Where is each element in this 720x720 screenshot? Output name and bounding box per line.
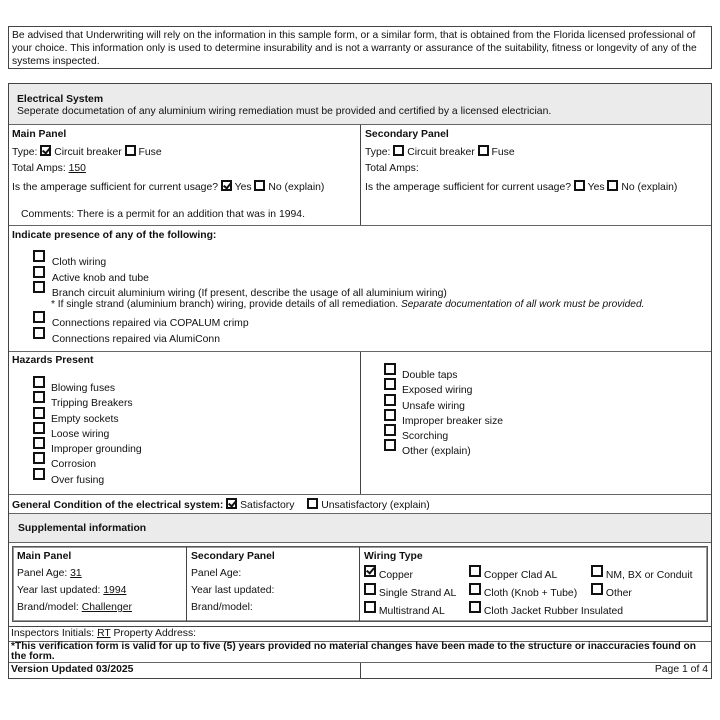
hazard-checkbox[interactable]: [33, 407, 45, 419]
page-number: Page 1 of 4: [654, 664, 708, 675]
main-panel-comments: Comments: There is a permit for an addition that was in 1994.: [21, 209, 305, 220]
hazard-label: Unsafe wiring: [402, 401, 465, 412]
wiring-checkbox[interactable]: [364, 565, 376, 577]
panel-age-row: [191, 568, 241, 579]
validity-note: *This verification form is valid for up to five (5) years provided no material changes have been made to the structure or inaccuracies found on the form.: [11, 641, 696, 662]
wiring-checkbox[interactable]: [591, 583, 603, 595]
hazards-section: [9, 352, 711, 495]
aluminium-note-italic: Separate documentation of all work must be provided.: [400, 299, 645, 310]
wiring-label: Copper: [378, 570, 413, 581]
hazard-item: [384, 394, 465, 412]
hazard-label: Other (explain): [402, 446, 471, 457]
version-text: Version Updated 03/2025: [11, 664, 134, 675]
panel-age-label: Panel Age:: [191, 568, 242, 579]
year-updated-value[interactable]: 1994: [103, 585, 127, 596]
wiring-checkbox[interactable]: [469, 583, 481, 595]
version-cell: [9, 663, 360, 678]
secondary-panel-type-row: [365, 145, 515, 158]
wiring-label: Cloth (Knob + Tube): [483, 588, 578, 599]
presence-item: [33, 266, 149, 284]
footer-row: [9, 663, 711, 678]
wiring-checkbox[interactable]: [364, 601, 376, 613]
secondary-panel-amperage-row: [365, 180, 677, 193]
hazard-label: Blowing fuses: [51, 383, 116, 394]
wiring-label: Other: [605, 588, 632, 599]
main-panel-amperage-row: [12, 180, 324, 193]
alumiconn-checkbox[interactable]: [33, 327, 45, 339]
presence-item-label: Branch circuit aluminium wiring (If present, describe the usage of all aluminium wiring): [51, 288, 447, 299]
fuse-checkbox[interactable]: [478, 145, 489, 156]
underwriting-notice: [8, 26, 712, 69]
main-panel-amps-row: [12, 163, 86, 174]
total-amps-label: Total Amps:: [12, 163, 66, 174]
fuse-checkbox[interactable]: [125, 145, 136, 156]
hazard-item: [33, 407, 119, 425]
notice-text: Be advised that Underwriting will rely on the information in this sample form, or a similar form, that is obtained from the Florida licensed professional of your choice. This information only is used to determine insurability and is not a warranty or assurance of the suitability, fitness or longevity of any of the systems inspected.: [12, 30, 697, 67]
wiring-label: Cloth Jacket Rubber Insulated: [483, 606, 624, 617]
satisfactory-label: Satisfactory: [240, 500, 295, 511]
page-cell: [360, 663, 711, 678]
wiring-checkbox[interactable]: [364, 583, 376, 595]
fuse-label: Fuse: [138, 147, 162, 158]
validity-row: [9, 642, 711, 663]
panels-row: [9, 125, 711, 226]
hazard-checkbox[interactable]: [384, 424, 396, 436]
hazard-label: Loose wiring: [51, 429, 110, 440]
hazard-item: [384, 424, 449, 442]
presence-item-label: Connections repaired via COPALUM crimp: [51, 318, 249, 329]
electrical-system-header: [9, 84, 711, 125]
main-panel: [9, 125, 360, 225]
presence-item: [33, 281, 447, 299]
amperage-question: Is the amperage sufficient for current usage?: [365, 182, 572, 193]
hazard-checkbox[interactable]: [33, 376, 45, 388]
brand-label: Brand/model:: [17, 602, 79, 613]
general-condition: [12, 498, 430, 511]
no-label: No (explain): [621, 182, 678, 193]
section-title: Electrical System: [17, 94, 104, 105]
wiring-option: [469, 583, 577, 597]
wiring-option: [591, 583, 632, 597]
hazard-item: [33, 452, 97, 470]
hazard-item: [33, 437, 142, 455]
wiring-label: Copper Clad AL: [483, 570, 558, 581]
satisfactory-checkbox[interactable]: [226, 498, 237, 509]
total-amps-label: Total Amps:: [365, 163, 419, 174]
hazard-label: Double taps: [402, 370, 458, 381]
wiring-checkbox[interactable]: [469, 601, 481, 613]
hazard-checkbox[interactable]: [33, 452, 45, 464]
amperage-no-checkbox[interactable]: [254, 180, 265, 191]
amperage-yes-checkbox[interactable]: [574, 180, 585, 191]
brand-row: [17, 602, 132, 613]
amperage-question: Is the amperage sufficient for current usage?: [12, 182, 219, 193]
aluminium-note: [51, 299, 644, 310]
wiring-option: [364, 565, 413, 579]
hazard-checkbox[interactable]: [33, 468, 45, 480]
wiring-label: Multistrand AL: [378, 606, 445, 617]
hazards-right: [360, 352, 711, 494]
yes-label: Yes: [234, 182, 252, 193]
wiring-checkbox[interactable]: [469, 565, 481, 577]
year-updated-label: Year last updated:: [17, 585, 101, 596]
general-condition-row: [9, 495, 711, 514]
general-condition-label: General Condition of the electrical system:: [12, 500, 224, 511]
hazard-item: [384, 409, 504, 427]
section-subtitle: Seperate documetation of any aluminium wiring remediation must be provided and certified by a licensed electrician.: [17, 106, 552, 117]
hazards-left: [9, 352, 360, 494]
presence-item: [33, 327, 220, 345]
hazards-title: Hazards Present: [12, 355, 94, 366]
wiring-label: Single Strand AL: [378, 588, 457, 599]
presence-item-label: Connections repaired via AlumiConn: [51, 334, 220, 345]
wiring-type-title: Wiring Type: [364, 551, 423, 562]
main-panel-title: Main Panel: [12, 129, 67, 140]
hazard-label: Scorching: [402, 431, 449, 442]
secondary-panel-amps-row: [365, 163, 419, 174]
hazard-checkbox[interactable]: [33, 437, 45, 449]
hazard-item: [33, 391, 133, 409]
hazard-item: [384, 363, 458, 381]
supp-main-panel: [13, 547, 186, 621]
yes-label: Yes: [587, 182, 605, 193]
unsatisfactory-label: Unsatisfactory (explain): [321, 500, 430, 511]
hazard-item: [33, 422, 110, 440]
wiring-label: NM, BX or Conduit: [605, 570, 693, 581]
year-updated-row: [191, 585, 274, 596]
hazard-item: [33, 376, 116, 394]
type-label: Type:: [365, 147, 391, 158]
wiring-option: [469, 565, 557, 579]
secondary-panel-title: Secondary Panel: [365, 129, 449, 140]
circuit-breaker-checkbox[interactable]: [40, 145, 51, 156]
amperage-no-checkbox[interactable]: [607, 180, 618, 191]
unsatisfactory-checkbox[interactable]: [307, 498, 318, 509]
branch-aluminium-checkbox[interactable]: [33, 281, 45, 293]
hazard-item: [384, 378, 473, 396]
supplemental-body: [9, 543, 711, 627]
hazard-checkbox[interactable]: [384, 378, 396, 390]
hazard-checkbox[interactable]: [384, 363, 396, 375]
wiring-checkbox[interactable]: [591, 565, 603, 577]
hazard-label: Exposed wiring: [402, 385, 473, 396]
hazard-label: Empty sockets: [51, 414, 119, 425]
hazard-label: Improper breaker size: [402, 416, 504, 427]
hazard-item: [384, 439, 471, 457]
brand-value[interactable]: Challenger: [81, 602, 132, 613]
hazard-label: Tripping Breakers: [51, 398, 133, 409]
hazard-label: Improper grounding: [51, 444, 142, 455]
copalum-checkbox[interactable]: [33, 311, 45, 323]
supp-secondary-panel: [186, 547, 359, 621]
inspector-info: [11, 628, 196, 639]
hazard-checkbox[interactable]: [384, 409, 396, 421]
hazard-label: Over fusing: [51, 475, 105, 486]
supplemental-grid: [12, 546, 708, 622]
wiring-type: [359, 547, 707, 621]
circuit-breaker-label: Circuit breaker: [54, 147, 122, 158]
hazard-checkbox[interactable]: [384, 439, 396, 451]
circuit-breaker-checkbox[interactable]: [393, 145, 404, 156]
main-panel-type-row: [12, 145, 162, 158]
year-updated-label: Year last updated:: [191, 585, 275, 596]
electrical-form: [8, 83, 712, 679]
no-label: No (explain): [268, 182, 325, 193]
fuse-label: Fuse: [491, 147, 515, 158]
supplemental-header: [9, 514, 711, 543]
presence-section: [9, 226, 711, 352]
presence-title: Indicate presence of any of the following:: [12, 230, 217, 241]
hazard-checkbox[interactable]: [33, 422, 45, 434]
type-label: Type:: [12, 147, 38, 158]
supp-main-title: Main Panel: [17, 551, 72, 562]
presence-item-label: Cloth wiring: [51, 257, 107, 268]
wiring-option: [364, 583, 456, 597]
panel-age-label: Panel Age:: [17, 568, 68, 579]
cloth-wiring-checkbox[interactable]: [33, 250, 45, 262]
supp-secondary-title: Secondary Panel: [191, 551, 275, 562]
hazard-label: Corrosion: [51, 459, 97, 470]
presence-item: [33, 250, 107, 268]
circuit-breaker-label: Circuit breaker: [407, 147, 475, 158]
brand-row: [191, 602, 253, 613]
wiring-option: [469, 601, 623, 615]
property-address-label: Property Address:: [113, 628, 197, 639]
inspector-initials-label: Inspectors Initials:: [11, 628, 95, 639]
brand-label: Brand/model:: [191, 602, 253, 613]
presence-item-label: Active knob and tube: [51, 273, 149, 284]
inspector-initials-value[interactable]: RT: [97, 628, 111, 639]
secondary-panel: [360, 125, 711, 225]
hazard-checkbox[interactable]: [384, 394, 396, 406]
amperage-yes-checkbox[interactable]: [221, 180, 232, 191]
presence-item: [33, 311, 249, 329]
year-updated-row: [17, 585, 126, 596]
wiring-option: [591, 565, 693, 579]
inspector-row: [9, 627, 711, 642]
panel-age-row: [17, 568, 82, 579]
panel-age-value[interactable]: 31: [70, 568, 82, 579]
knob-and-tube-checkbox[interactable]: [33, 266, 45, 278]
hazard-item: [33, 468, 105, 486]
supplemental-title: Supplemental information: [18, 523, 147, 534]
wiring-option: [364, 601, 445, 615]
hazard-checkbox[interactable]: [33, 391, 45, 403]
aluminium-note-text: * If single strand (aluminium branch) wiring, provide details of all remediation.: [51, 299, 399, 310]
total-amps-value[interactable]: 150: [68, 163, 86, 174]
